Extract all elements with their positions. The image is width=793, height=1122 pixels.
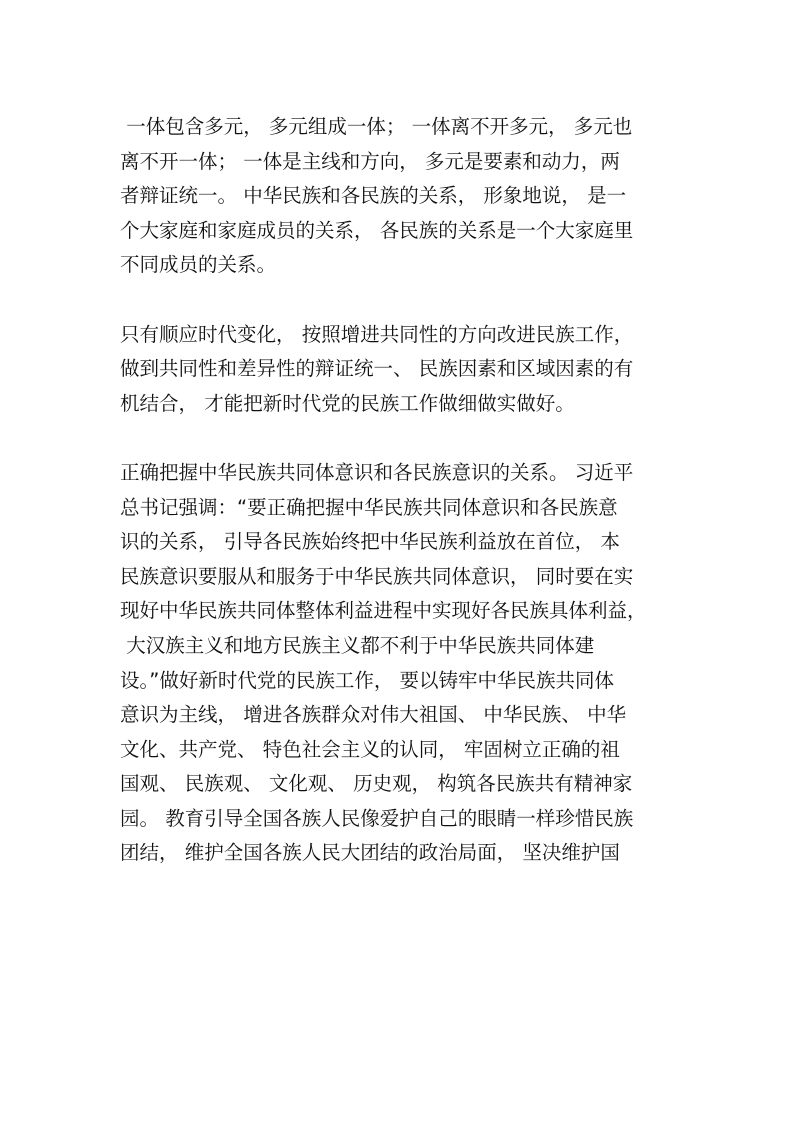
- text-line: 设。”做好新时代党的民族工作， 要以铸牢中华民族共同体: [120, 668, 615, 692]
- text-line: 意识为主线， 增进各族群众对伟大祖国、 中华民族、 中华: [120, 703, 627, 727]
- paragraph-gap: [120, 421, 690, 456]
- text-line: 离不开一体； 一体是主线和方向， 多元是要素和动力，两: [120, 149, 620, 173]
- text-line: 民族意识要服从和服务于中华民族共同体意识， 同时要在实: [120, 564, 634, 588]
- text-line: 园。 教育引导全国各族人民像爱护自己的眼睛一样珍惜民族: [120, 806, 634, 830]
- paragraph-2: [120, 318, 690, 422]
- text-line: 团结， 维护全国各族人民大团结的政治局面， 坚决维护国: [120, 841, 620, 865]
- text-line: 识的关系， 引导各民族始终把中华民族利益放在首位， 本: [120, 530, 620, 554]
- text-line: 一体包含多元， 多元组成一体； 一体离不开多元， 多元也: [120, 115, 633, 138]
- text-line: 文化、共产党、 特色社会主义的认同， 牢固树立正确的祖: [120, 737, 620, 761]
- text-line: 不同成员的关系。: [120, 253, 277, 277]
- text-line: 大汉族主义和地方民族主义都不利于中华民族共同体建: [120, 633, 595, 657]
- text-line: 总书记强调：“要正确把握中华民族共同体意识和各民族意: [120, 495, 618, 519]
- paragraph-3: [120, 456, 690, 871]
- paragraph-gap: [120, 283, 690, 318]
- text-line: 只有顺应时代变化， 按照增进共同性的方向改进民族工作，: [120, 322, 634, 346]
- paragraph-1: [120, 110, 690, 283]
- text-line: 机结合， 才能把新时代党的民族工作做细做实做好。: [120, 391, 575, 415]
- text-line: 现好中华民族共同体整体利益进程中实现好各民族具体利益，: [120, 599, 647, 623]
- text-line: 国观、 民族观、 文化观、 历史观， 构筑各民族共有精神家: [120, 772, 633, 796]
- text-line: 个大家庭和家庭成员的关系， 各民族的关系是一个大家庭里: [120, 218, 634, 242]
- text-line: 做到共同性和差异性的辩证统一、 民族因素和区域因素的有: [120, 357, 634, 381]
- document-body: [120, 110, 690, 871]
- text-line: 正确把握中华民族共同体意识和各民族意识的关系。 习近平: [120, 460, 634, 484]
- text-line: 者辩证统一。 中华民族和各民族的关系， 形象地说， 是一: [120, 184, 627, 208]
